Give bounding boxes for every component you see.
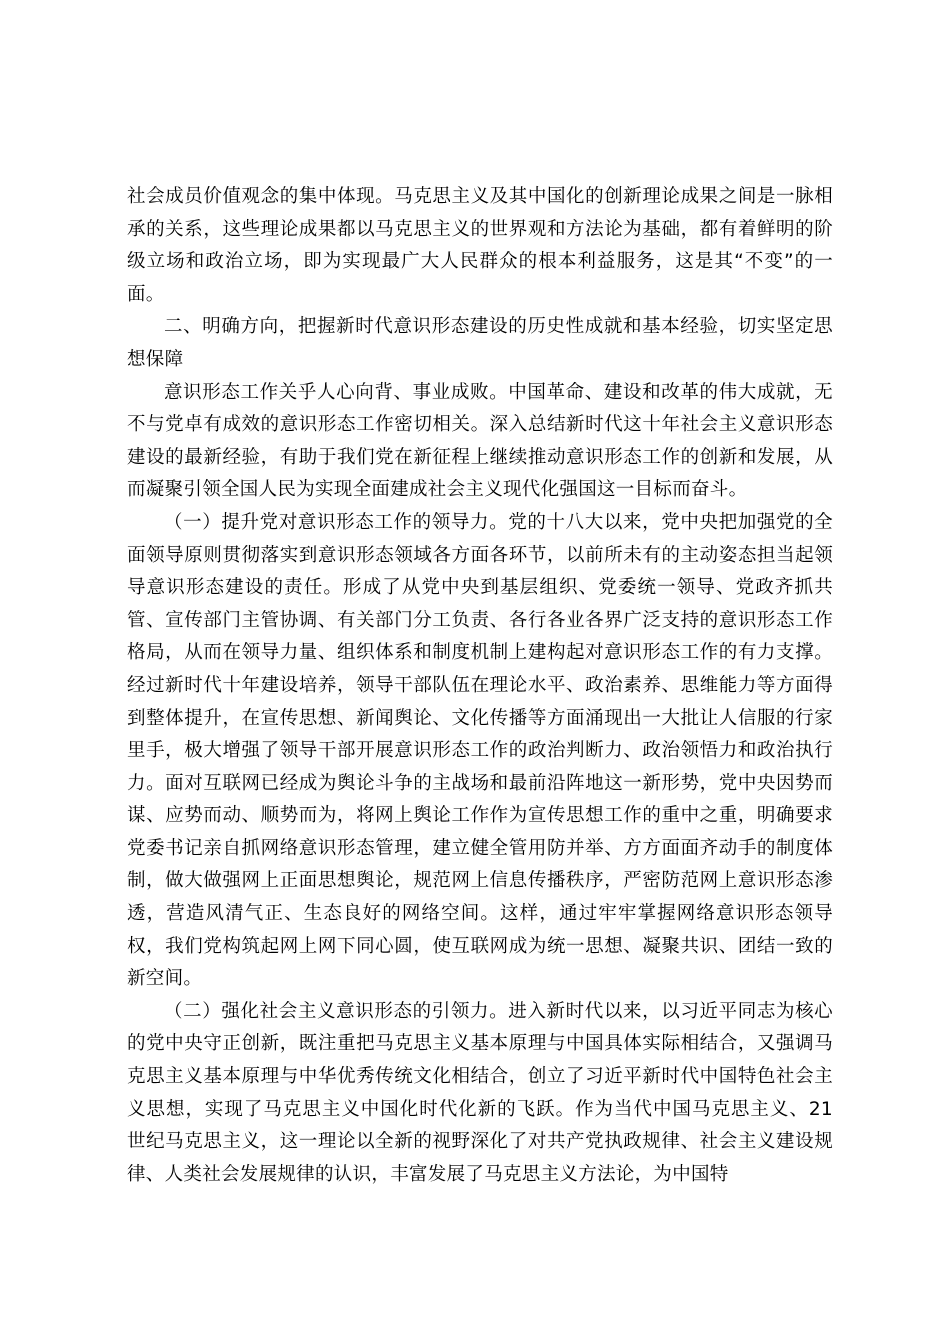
paragraph-leadership: （一）提升党对意识形态工作的领导力。党的十八大以来，党中央把加强党的全面领导原则贯彻落实到意识形态领域各方面各环节，以前所未有的主动姿态担当起领导意识形态建设的责任。形成了从党中央到基层组织、党委统一领导、党政齐抓共管、宣传部门主管协调、有关部门分工负责、各行各业各界广泛支持的意识形态工作格局，从而在领导力量、组织体系和制度机制上建构起对意识形态工作的有力支撑。经过新时代十年建设培养，领导干部队伍在理论水平、政治素养、思维能力等方面得到整体提升，在宣传思想、新闻舆论、文化传播等方面涌现出一大批让人信服的行家里手，极大增强了领导干部开展意识形态工作的政治判断力、政治领悟力和政治执行力。面对互联网已经成为舆论斗争的主战场和最前沿阵地这一新形势，党中央因势而谋、应势而动、顺势而为，将网上舆论工作作为宣传思想工作的重中之重，明确要求党委书记亲自抓网络意识形态管理，建立健全管用防并举、方方面面齐动手的制度体制，做大做强网上正面思想舆论，规范网上信息传播秩序，严密防范网上意识形态渗透，营造风清气正、生态良好的网络空间。这样，通过牢牢掌握网络意识形态领导权，我们党构筑起网上网下同心圆，使互联网成为统一思想、凝聚共识、团结一致的新空间。 xyxy=(127,511,833,990)
section-heading-two: 二、明确方向，把握新时代意识形态建设的历史性成就和基本经验，切实坚定思想保障 xyxy=(127,316,833,370)
paragraph-ideology-work: 意识形态工作关乎人心向背、事业成败。中国革命、建设和改革的伟大成就，无不与党卓有成效的意识形态工作密切相关。深入总结新时代这十年社会主义意识形态建设的最新经验，有助于我们党在新征程上继续推动意识形态工作的创新和发展，从而凝聚引领全国人民为实现全面建成社会主义现代化强国这一目标而奋斗。 xyxy=(127,381,833,501)
document-body xyxy=(127,181,833,1191)
paragraph-continuation: 社会成员价值观念的集中体现。马克思主义及其中国化的创新理论成果之间是一脉相承的关系，这些理论成果都以马克思主义的世界观和方法论为基础，都有着鲜明的阶级立场和政治立场，即为实现最广大人民群众的根本利益服务，这是其“不变”的一面。 xyxy=(127,186,833,305)
paragraph-guidance: （二）强化社会主义意识形态的引领力。进入新时代以来，以习近平同志为核心的党中央守正创新，既注重把马克思主义基本原理与中国具体实际相结合，又强调马克思主义基本原理与中华优秀传统文化相结合，创立了习近平新时代中国特色社会主义思想，实现了马克思主义中国化时代化新的飞跃。作为当代中国马克思主义、21 世纪马克思主义，这一理论以全新的视野深化了对共产党执政规律、社会主义建设规律、人类社会发展规律的认识，丰富发展了马克思主义方法论，为中国特 xyxy=(127,1000,833,1185)
